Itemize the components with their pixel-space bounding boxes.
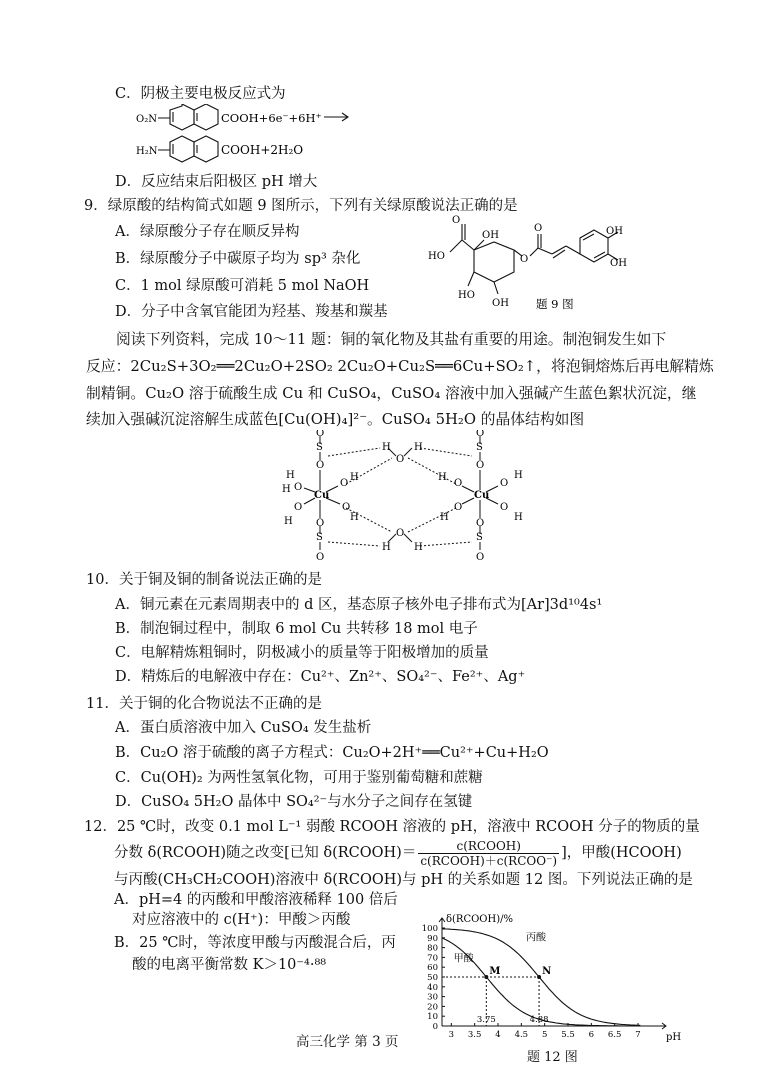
q10-option-c: C．电解精炼粗铜时，阴极减小的质量等于阳极增加的质量 xyxy=(115,645,489,661)
svg-text:O: O xyxy=(316,518,325,529)
svg-text:H: H xyxy=(514,470,523,481)
svg-text:HO: HO xyxy=(458,290,475,301)
svg-text:O: O xyxy=(316,552,325,563)
x-tick-label: 4.5 xyxy=(514,1030,529,1040)
svg-text:O: O xyxy=(454,502,463,513)
svg-text:O: O xyxy=(294,502,303,513)
x-tick-label: 6 xyxy=(588,1030,595,1040)
equation-left-text: COOH+6e⁻+6H⁺ xyxy=(221,111,322,125)
y-tick-label: 90 xyxy=(427,933,438,944)
q12-stem-line-3: 与丙酸(CH₃CH₂COOH)溶液中 δ(RCOOH)与 pH 的关系如题 12 图。下列说法正确的是 xyxy=(114,872,693,888)
y-tick-label: 10 xyxy=(427,1012,438,1023)
svg-text:H: H xyxy=(286,470,295,481)
y-tick-label: 70 xyxy=(427,953,438,964)
q8-equation-structures xyxy=(118,104,378,168)
q9-option-d: D．分子中含氧官能团为羟基、羧基和羰基 xyxy=(115,304,388,320)
q10-option-a: A．铜元素在元素周期表中的 d 区，基态原子核外电子排布式为[Ar]3d¹⁰4s¹ xyxy=(115,597,603,613)
svg-text:OH: OH xyxy=(610,258,627,269)
point-label-M: M xyxy=(489,966,501,977)
y-tick-label: 40 xyxy=(427,982,438,993)
svg-text:S: S xyxy=(476,442,483,453)
svg-text:O: O xyxy=(316,430,325,439)
q10-option-d: D．精炼后的电解液中存在：Cu²⁺、Zn²⁺、SO₄²⁻、Fe²⁺、Ag⁺ xyxy=(115,669,526,685)
svg-text:OH: OH xyxy=(482,230,499,241)
svg-text:O: O xyxy=(452,215,461,226)
q10-stem: 10．关于铜及铜的制备说法正确的是 xyxy=(86,572,322,588)
svg-text:HO: HO xyxy=(428,251,445,262)
svg-text:S: S xyxy=(316,532,323,543)
cuso4-5h2o-structure xyxy=(270,430,560,570)
q8-option-d: D．反应结束后阳极区 pH 增大 xyxy=(115,174,318,190)
q12-option-a-line-2: 对应溶液中的 c(H⁺)：甲酸＞丙酸 xyxy=(132,912,351,928)
q9-stem: 9．绿原酸的结构简式如题 9 图所示，下列有关绿原酸说法正确的是 xyxy=(84,198,518,214)
svg-text:O: O xyxy=(396,528,405,539)
svg-text:O: O xyxy=(534,223,543,234)
q9-option-a: A．绿原酸分子存在顺反异构 xyxy=(115,224,300,240)
q8-option-c: C．阴极主要电极反应式为 xyxy=(115,86,286,102)
q10-option-b: B．制泡铜过程中，制取 6 mol Cu 共转移 18 mol 电子 xyxy=(115,621,478,637)
svg-text:O: O xyxy=(476,430,485,439)
x-tick-label: 3 xyxy=(448,1030,455,1040)
svg-text:H: H xyxy=(284,516,293,527)
x-tick-label: 5 xyxy=(541,1030,548,1040)
point-x-value-M: 3.75 xyxy=(476,1015,496,1025)
q11-option-a: A．蛋白质溶液中加入 CuSO₄ 发生盐析 xyxy=(115,720,372,736)
svg-text:O: O xyxy=(454,478,463,489)
svg-text:H: H xyxy=(382,542,391,553)
y-tick-label: 0 xyxy=(432,1022,438,1032)
svg-text:H: H xyxy=(514,512,523,523)
svg-text:H: H xyxy=(350,512,359,523)
chlorogenic-acid-structure xyxy=(422,214,642,318)
svg-text:O: O xyxy=(316,460,325,471)
svg-text:H: H xyxy=(414,442,423,453)
point-x-value-N: 4.88 xyxy=(529,1015,549,1025)
reading-line-4: 续加入强碱沉淀溶解生成蓝色[Cu(OH)₄]²⁻。CuSO₄ 5H₂O 的晶体结构如图 xyxy=(86,411,585,428)
q12-option-b-line-1: B．25 ℃时，等浓度甲酸与丙酸混合后，丙 xyxy=(114,935,396,951)
page-footer: 高三化学 第 3 页 xyxy=(296,1034,399,1050)
svg-text:O: O xyxy=(342,502,351,513)
svg-text:O: O xyxy=(340,478,349,489)
series-label-formic: 甲酸 xyxy=(453,953,474,965)
naphthalene-ring-icon xyxy=(170,104,194,130)
svg-text:O: O xyxy=(520,254,529,265)
y-tick-label: 20 xyxy=(427,1002,438,1013)
y-axis-label: δ(RCOOH)/% xyxy=(446,914,513,925)
svg-text:S: S xyxy=(476,532,483,543)
delta-fraction: $\frac{\text{c(RCOOH)}}{\text{c(RCOOH)＋c(RCOO⁻)}}$ xyxy=(420,838,558,868)
svg-text:O: O xyxy=(294,482,303,493)
svg-text:OH: OH xyxy=(606,226,623,237)
q9-option-b: B．绿原酸分子中碳原子均为 sp³ 杂化 xyxy=(115,251,361,267)
point-label-N: N xyxy=(542,966,552,977)
svg-text:O: O xyxy=(476,518,485,529)
svg-text:H: H xyxy=(382,442,391,453)
x-tick-label: 4 xyxy=(495,1030,501,1040)
svg-text:O: O xyxy=(476,460,485,471)
svg-text:H: H xyxy=(282,484,291,495)
y-tick-label: 100 xyxy=(421,924,438,934)
x-tick-label: 5.5 xyxy=(561,1030,575,1040)
x-tick-label: 3.5 xyxy=(467,1030,482,1040)
x-axis-label: pH xyxy=(666,1032,682,1043)
q12-chart xyxy=(412,906,682,1056)
svg-text:O: O xyxy=(476,552,485,563)
q12-option-b-line-2: 酸的电离平衡常数 K＞10⁻⁴·⁸⁸ xyxy=(132,957,327,973)
equation-right-text: COOH+2H₂O xyxy=(221,143,304,157)
svg-text:O: O xyxy=(500,502,509,513)
q9-option-c: C．1 mol 绿原酸可消耗 5 mol NaOH xyxy=(115,278,370,294)
svg-text:H: H xyxy=(438,472,447,483)
svg-text:Cu: Cu xyxy=(314,490,330,501)
svg-text:O: O xyxy=(500,478,509,489)
reading-line-1: 阅读下列资料，完成 10～11 题：铜的氧化物及其盐有重要的用途。制泡铜发生如下 xyxy=(116,331,667,348)
q9-figure-caption: 题 9 图 xyxy=(536,297,574,311)
x-tick-label: 6.5 xyxy=(607,1030,622,1040)
amino-group-label: H₂N xyxy=(136,146,158,157)
svg-text:H: H xyxy=(350,472,359,483)
nitro-group-label: O₂N xyxy=(136,114,157,125)
svg-text:S: S xyxy=(316,442,323,453)
y-tick-label: 60 xyxy=(427,963,438,974)
svg-text:H: H xyxy=(440,512,449,523)
series-line-formic xyxy=(442,938,640,1026)
q12-option-a-line-1: A．pH=4 的丙酸和甲酸溶液稀释 100 倍后 xyxy=(114,892,398,908)
point-N xyxy=(537,975,541,979)
reading-line-3: 制精铜。Cu₂O 溶于硫酸生成 Cu 和 CuSO₄，CuSO₄ 溶液中加入强碱产生蓝色絮状沉淀，继 xyxy=(86,385,697,402)
reading-line-2: 反应：2Cu₂S+3O₂══2Cu₂O+2SO₂ 2Cu₂O+Cu₂S══6Cu+SO₂↑，将泡铜熔炼后再电解精炼 xyxy=(86,358,714,375)
svg-text:Cu: Cu xyxy=(474,490,490,501)
x-tick-label: 7 xyxy=(635,1030,641,1040)
q11-option-c: C．Cu(OH)₂ 为两性氢氧化物，可用于鉴别葡萄糖和蔗糖 xyxy=(115,770,483,786)
series-label-propionic: 丙酸 xyxy=(526,932,546,944)
y-tick-label: 50 xyxy=(427,973,438,983)
svg-text:O: O xyxy=(396,454,405,465)
q12-stem-line-2: 分数 δ(RCOOH)随之改变[已知 δ(RCOOH)＝ $\frac{\text{c(RCOOH)}}{\text{c(RCOOH)＋c(RCOO⁻)}}$ ]，甲酸(HCOOH) xyxy=(114,838,682,868)
q12-stem-line-1: 12．25 ℃时，改变 0.1 mol L⁻¹ 弱酸 RCOOH 溶液的 pH，溶液中 RCOOH 分子的物质的量 xyxy=(84,819,700,835)
svg-text:H: H xyxy=(414,542,423,553)
q11-option-d: D．CuSO₄ 5H₂O 晶体中 SO₄²⁻与水分子之间存在氢键 xyxy=(115,794,473,810)
y-tick-label: 80 xyxy=(427,943,438,954)
q12-figure-caption: 题 12 图 xyxy=(527,1050,578,1065)
svg-text:OH: OH xyxy=(492,298,509,309)
q11-stem: 11．关于铜的化合物说法不正确的是 xyxy=(86,696,322,712)
q11-option-b: B．Cu₂O 溶于硫酸的离子方程式：Cu₂O+2H⁺══Cu²⁺+Cu+H₂O xyxy=(115,745,549,761)
y-tick-label: 30 xyxy=(427,992,438,1003)
